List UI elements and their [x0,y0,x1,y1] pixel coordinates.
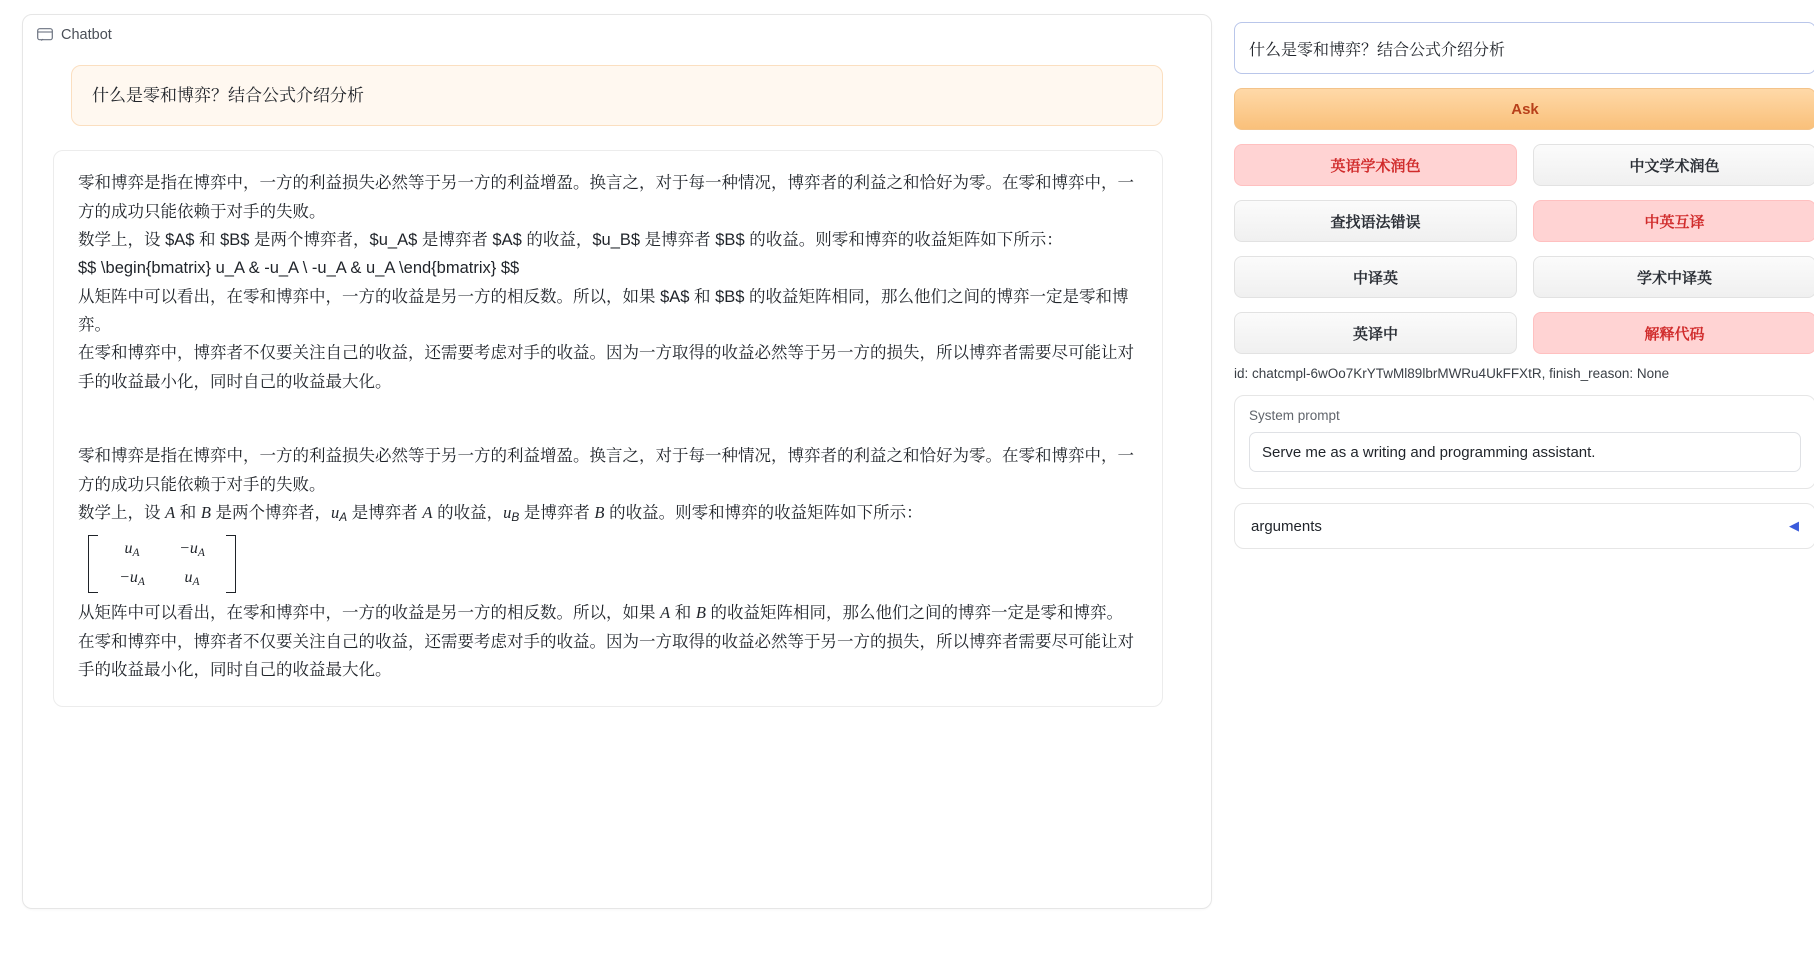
bot-rendered-p1: 零和博弈是指在博弈中，一方的利益损失必然等于另一方的利益增盈。换言之，对于每一种情况，博弈者的利益之和恰好为零。在零和博弈中，一方的成功只能依赖于对手的失败。 [78,447,1134,494]
ask-button[interactable]: Ask [1234,88,1814,130]
matrix-cell-22: $u_A$ [184,569,200,589]
p2-mid4: 的收益， [432,503,504,522]
p2-mid2: 是两个博弈者， [210,503,332,522]
bot-rendered-p5: 在零和博弈中，博弈者不仅要关注自己的收益，还需要考虑对手的收益。因为一方取得的收益必然等于另一方的损失，所以博弈者需要尽可能让对手的收益最小化，同时自己的收益最大化。 [78,632,1134,680]
fn-button-en-to-zh[interactable]: 英译中 [1234,312,1517,354]
p2-var-ub-sub: B [511,509,520,524]
user-message-bubble [71,65,1163,126]
bot-rendered-p2 [78,499,1138,527]
system-prompt-block [1234,395,1814,489]
matrix-cell-11: $u_A$ [124,540,140,560]
arguments-accordion[interactable] [1234,503,1814,549]
prompt-input[interactable] [1234,22,1814,74]
fn-button-find-grammar-errors[interactable]: 查找语法错误 [1234,200,1517,242]
matrix-left-bracket [88,535,98,593]
status-text: id: chatcmpl-6wOo7KrYTwMl89lbrMWRu4UkFFXtR, finish_reason: None [1234,366,1670,381]
p4-var-b: B [695,603,706,623]
fn-button-zh-en-translate[interactable]: 中英互译 [1533,200,1814,242]
system-prompt-label: System prompt [1249,408,1340,423]
matrix-cell-21: $-u_A$ [119,569,145,589]
bot-rendered-block [78,442,1138,684]
p2-var-ub: u [503,502,512,522]
fn-button-academic-zh-to-en[interactable]: 学术中译英 [1533,256,1814,298]
p4-suffix: 的收益矩阵相同，那么他们之间的博弈一定是零和博弈。 [705,604,1124,623]
chat-message-list [23,49,1211,908]
bot-raw-p5: 在零和博弈中，博弈者不仅要关注自己的收益，还需要考虑对手的收益。因为一方取得的收益必然等于另一方的损失，所以博弈者需要尽可能让对手的收益最小化，同时自己的收益最大化。 [78,344,1134,391]
arguments-accordion-label: arguments [1251,517,1322,535]
p4-var-a: A [660,603,671,623]
bot-raw-p3: $$ \begin{bmatrix} u_A & -u_A \ -u_A & u_A \end{bmatrix} $$ [78,259,520,278]
p4-prefix: 从矩阵中可以看出，在零和博弈中，一方的收益是另一方的相反数。所以，如果 [78,604,661,623]
system-prompt-input[interactable] [1249,432,1801,472]
p2-var-b: B [200,502,211,522]
chatbot-label: Chatbot [61,27,112,43]
user-message-text: 什么是零和博弈？结合公式介绍分析 [92,86,364,105]
chatbot-header [23,15,1211,49]
p2-mid1: 和 [175,503,201,522]
controls-column [1234,14,1814,961]
p2-var-a: A [165,502,176,522]
bot-raw-p4: 从矩阵中可以看出，在零和博弈中，一方的收益是另一方的相反数。所以，如果 $A$ 和 $B$ 的收益矩阵相同，那么他们之间的博弈一定是零和博弈。 [78,287,1129,335]
p2-var-ua: u [331,502,340,522]
bot-message-bubble [53,150,1163,707]
fn-button-zh-to-en[interactable]: 中译英 [1234,256,1517,298]
p2-mid3: 是博弈者 [347,503,423,522]
fn-button-explain-code[interactable]: 解释代码 [1533,312,1814,354]
chatbot-panel [22,14,1212,909]
bot-raw-p1: 零和博弈是指在博弈中，一方的利益损失必然等于另一方的利益增盈。换言之，对于每一种情况，博弈者的利益之和恰好为零。在零和博弈中，一方的成功只能依赖于对手的失败。 [78,174,1134,221]
p2-var-b2: B [594,502,605,522]
payoff-matrix [88,533,1138,595]
matrix-cells [98,535,226,593]
matrix-right-bracket [226,535,236,593]
p2-prefix: 数学上，设 [78,503,166,522]
bot-raw-p2: 数学上，设 $A$ 和 $B$ 是两个博弈者，$u_A$ 是博弈者 $A$ 的收益，$u_B$ 是博弈者 $B$ 的收益。则零和博弈的收益矩阵如下所示： [78,230,1063,249]
p2-suffix: 的收益。则零和博弈的收益矩阵如下所示： [604,503,923,522]
matrix-cell-12: $-u_A$ [179,540,205,560]
p2-var-a2: A [422,502,433,522]
bot-raw-block [78,169,1138,396]
p2-var-ua-sub: A [339,509,348,524]
bot-rendered-p4 [78,599,1138,627]
p4-mid: 和 [670,604,696,623]
fn-button-english-polish[interactable]: 英语学术润色 [1234,144,1517,186]
chevron-left-icon: ◀ [1789,518,1799,533]
chat-column [22,14,1212,961]
function-button-grid [1234,144,1814,354]
fn-button-chinese-polish[interactable]: 中文学术润色 [1533,144,1814,186]
p2-mid5: 是博弈者 [519,503,595,522]
chat-window-icon [37,28,53,42]
